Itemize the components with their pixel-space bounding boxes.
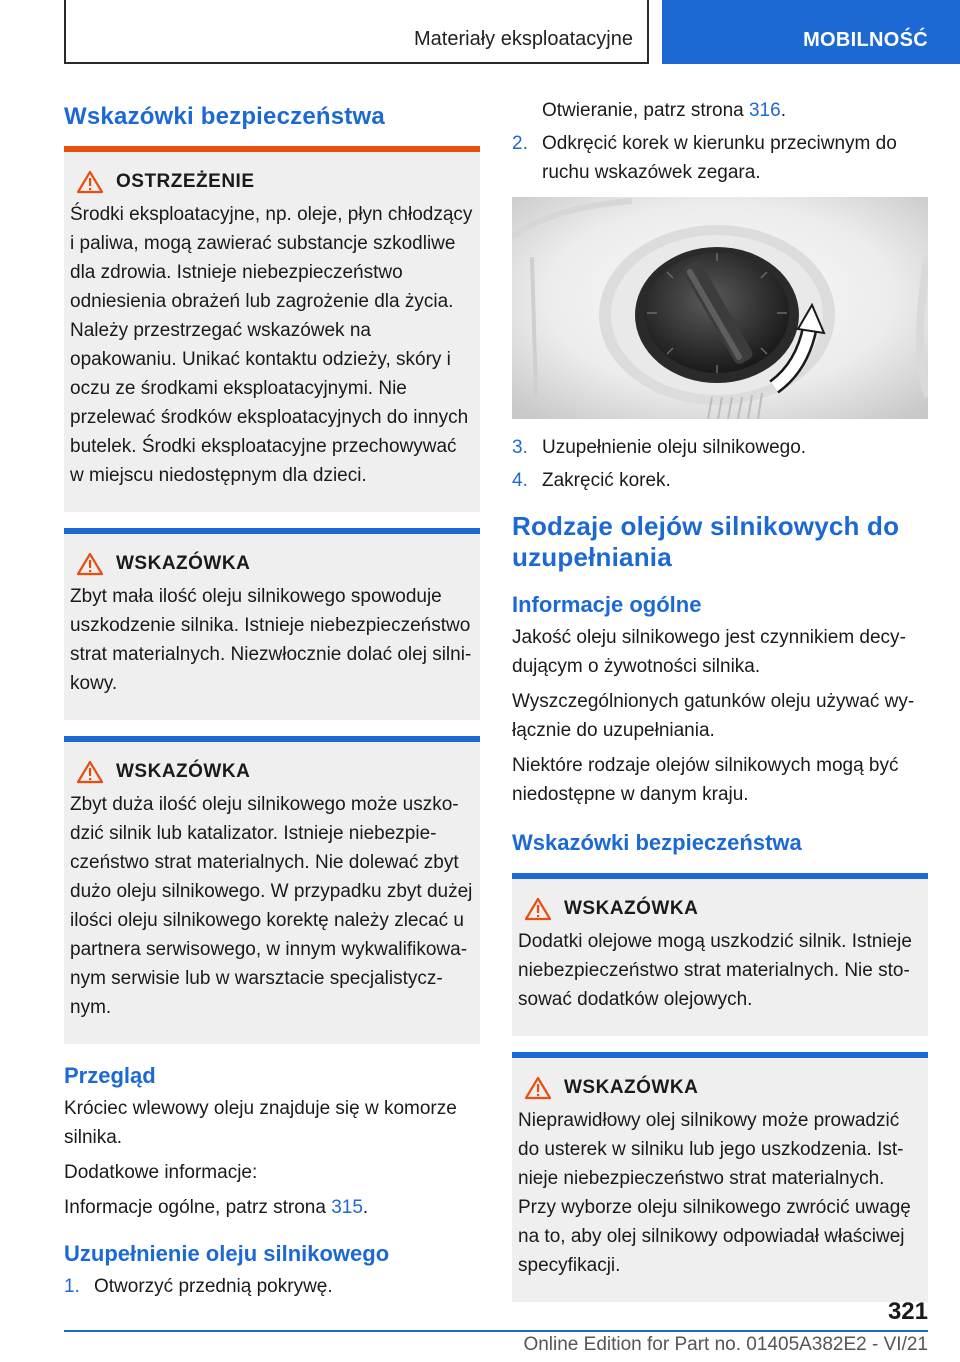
left-column xyxy=(64,96,480,1305)
general-paragraph-1: Jakość oleju silnikowego jest czynnikiem decydującym o żywotności silnika. xyxy=(512,627,906,677)
header-section-title: Materiały eksploatacyjne xyxy=(414,28,633,50)
footer-rule xyxy=(64,1330,928,1332)
step-1-ref-text: Otwieranie, patrz strona xyxy=(542,100,749,121)
overview-ref-text: Informacje ogólne, patrz strona xyxy=(64,1197,332,1218)
oil-filler-cap-photo xyxy=(512,197,928,419)
note-box-2-title xyxy=(76,760,474,784)
list-item xyxy=(512,466,928,495)
list-item xyxy=(512,96,928,125)
page-link-315[interactable]: 315 xyxy=(331,1197,363,1218)
heading-general-info: Informacje ogólne xyxy=(512,592,702,617)
warning-triangle-icon xyxy=(76,552,104,576)
overview-paragraph-2: Dodatkowe informacje: xyxy=(64,1162,258,1183)
overview-ref-end: . xyxy=(362,1197,369,1218)
note-box-4-title xyxy=(524,1076,922,1100)
step-text: Odkręcić korek w kierunku przeciwnym do ruchu wskazówek zegara. xyxy=(542,133,897,183)
note-box-1-text: Zbyt mała ilość oleju silnikowego spowoduje uszkodzenie silnika. Istnieje niebezpieczeństwo strat materialnych. Niezwłocznie dolać olej silnikowy. xyxy=(70,586,472,694)
note-box-3-title xyxy=(524,897,922,921)
header-chapter-tab xyxy=(662,0,960,64)
step-number: 3. xyxy=(512,437,528,458)
step-number: 1. xyxy=(64,1276,80,1297)
note-box-2-label: WSKAZÓWKA xyxy=(116,761,251,782)
step-number: 2. xyxy=(512,133,528,154)
note-box-4 xyxy=(512,1052,928,1302)
step-text: Uzupełnienie oleju silnikowego. xyxy=(542,437,807,458)
warning-triangle-icon xyxy=(76,170,104,194)
footer-edition: Online Edition for Part no. 01405A382E2 - VI/21 xyxy=(523,1334,928,1355)
note-box-1 xyxy=(64,528,480,720)
step-1-ref-end: . xyxy=(780,100,786,121)
warning-box xyxy=(64,146,480,512)
note-box-1-label: WSKAZÓWKA xyxy=(116,553,251,574)
note-box-2 xyxy=(64,736,480,1044)
step-text: Otworzyć przednią pokrywę. xyxy=(94,1276,333,1297)
warning-triangle-icon xyxy=(76,760,104,784)
step-text: Zakręcić korek. xyxy=(542,470,671,491)
header-section-tab xyxy=(64,0,649,64)
note-box-3-text: Dodatki olejowe mogą uszkodzić silnik. Istnieje niebezpieczeństwo strat materialnych. Nie stosować dodatków olejowych. xyxy=(518,931,912,1010)
refill-steps-list-a xyxy=(64,1272,480,1301)
list-item xyxy=(512,433,928,462)
warning-box-title xyxy=(76,170,474,194)
note-box-4-text: Nieprawidłowy olej silnikowy może prowadzić do usterek w silniku lub jego uszkodzenia. Istnieje niebezpieczeństwo strat materialnych. Przy wyborze oleju silnikowego zwrócić uwagę na to, aby olej silnikowy odpowiadał właściwej specyfikacji. xyxy=(518,1110,911,1276)
heading-safety: Wskazówki bezpieczeństwa xyxy=(64,103,385,130)
right-column xyxy=(512,96,928,1318)
step-number: 4. xyxy=(512,470,528,491)
general-paragraph-2: Wyszczególnionych gatunków oleju używać wyłącznie do uzupełniania. xyxy=(512,691,915,741)
list-item xyxy=(512,129,928,187)
refill-steps-list-c xyxy=(512,433,928,495)
refill-steps-list-b xyxy=(512,96,928,187)
step-text xyxy=(542,96,786,125)
page-link-316[interactable]: 316 xyxy=(748,100,781,121)
note-box-2-text: Zbyt duża ilość oleju silnikowego może uszkodzić silnik lub katalizator. Istnieje niebezpieczeństwo strat materialnych. Nie dolewać zbyt dużo oleju silnikowego. W przypadku zbyt dużej ilości oleju silnikowego korektę należy zlecać u partnera serwisowego, w innym wykwalifikowanym serwisie lub w warsztacie specjalistycznym. xyxy=(70,794,473,1018)
warning-triangle-icon xyxy=(524,897,552,921)
note-box-3 xyxy=(512,873,928,1036)
warning-box-text: Środki eksploatacyjne, np. oleje, płyn chłodzący i paliwa, mogą zawierać substancje szkodliwe dla zdrowia. Istnieje niebezpieczeństwo odniesienia obrażeń lub zagrożenie dla życia. Należy przestrzegać wskazówek na opakowaniu. Unikać kontaktu odzieży, skóry i oczu ze środkami eksploatacyjnymi. Nie przelewać środków eksploatacyjnych do innych butelek. Środki eksploatacyjne przechowywać w miejscu niedostępnym dla dzieci. xyxy=(70,204,473,486)
header-chapter-title: MOBILNOŚĆ xyxy=(803,29,928,51)
page-number: 321 xyxy=(887,1298,928,1325)
overview-paragraph-1: Króciec wlewowy oleju znajduje się w komorze silnika. xyxy=(64,1098,457,1148)
note-box-4-label: WSKAZÓWKA xyxy=(564,1077,699,1098)
heading-refill: Uzupełnienie oleju silnikowego xyxy=(64,1241,390,1266)
note-box-3-label: WSKAZÓWKA xyxy=(564,898,699,919)
note-box-1-title xyxy=(76,552,474,576)
step-number-spacer xyxy=(512,96,542,125)
list-item xyxy=(64,1272,480,1301)
warning-triangle-icon xyxy=(524,1076,552,1100)
overview-paragraph-3 xyxy=(64,1193,480,1222)
heading-safety-2: Wskazówki bezpieczeństwa xyxy=(512,830,802,855)
warning-box-label: OSTRZEŻENIE xyxy=(116,171,255,192)
heading-oil-types: Rodzaje olejów silnikowych do uzupełniania xyxy=(512,511,900,572)
general-paragraph-3: Niektóre rodzaje olejów silnikowych mogą być niedostępne w danym kraju. xyxy=(512,755,899,805)
heading-overview: Przegląd xyxy=(64,1063,156,1088)
